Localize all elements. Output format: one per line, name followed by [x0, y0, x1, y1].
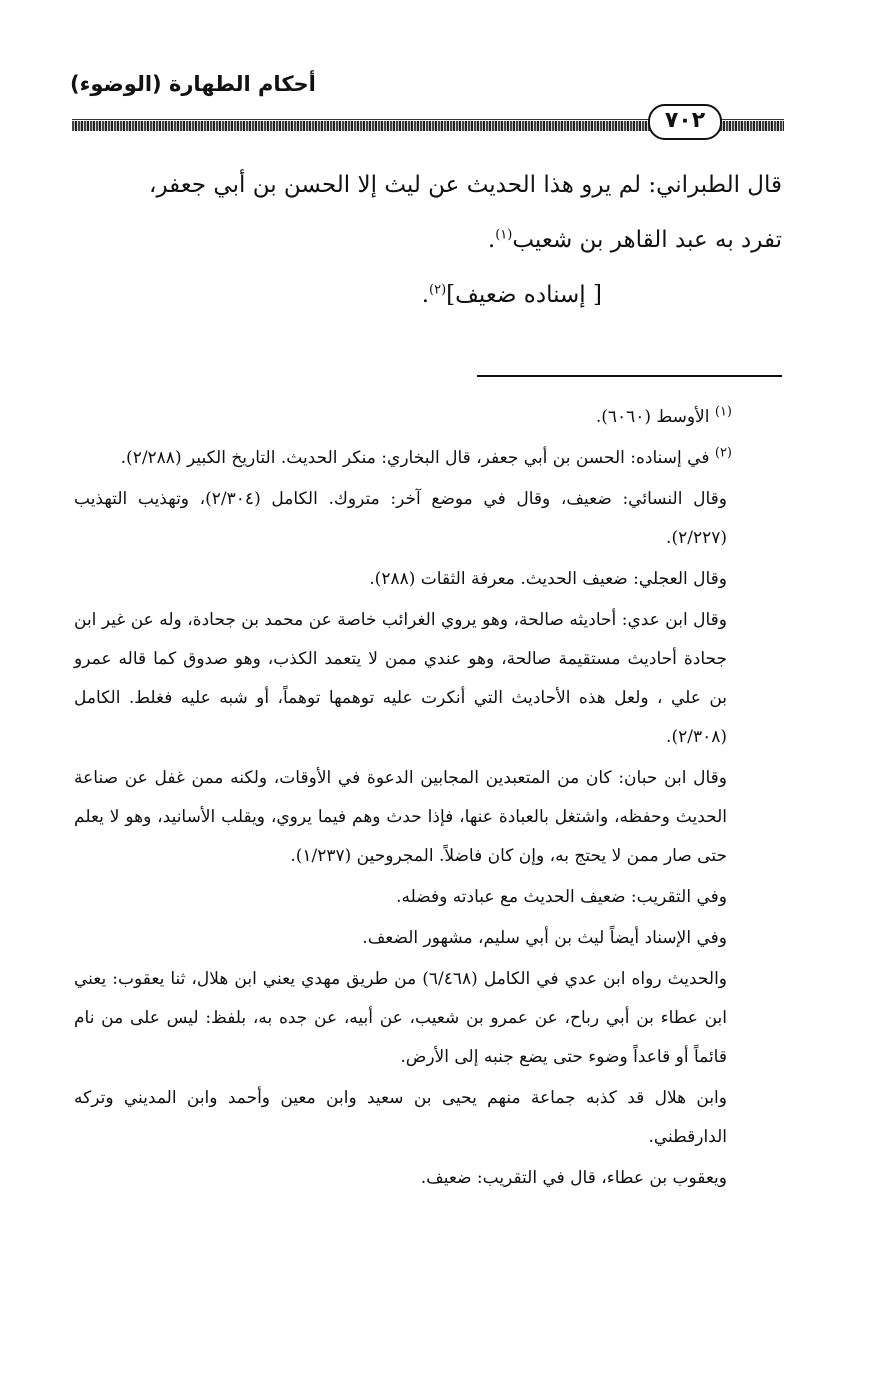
footnote-paragraph-hadith: والحديث رواه ابن عدي في الكامل (٦/٤٦٨) من طريق مهدي يعني ابن هلال، ثنا يعقوب: يعني ابن عطاء بن أبي رباح، عن عمرو بن شعيب، عن أبيه، عن جده به، بلفظ: ليس على من نام قائماً أو قاعداً وضوء حتى يضع جنبه إلى الأرض. — [74, 969, 727, 1067]
footnote-paragraph-ibn-hilal: وابن هلال قد كذبه جماعة منهم يحيى بن سعيد وابن معين وأحمد وابن المديني وتركه الدارقطني. — [74, 1088, 727, 1147]
footnote-paragraph-ibn-hibban: وقال ابن حبان: كان من المتعبدين المجابين الدعوة في الأوقات، ولكنه ممن غفل عن صناعة الحديث وحفظه، واشتغل بالعبادة عنها، فإذا حدث وهم فيما يروي، ويقلب الأسانيد، وهو لا يعلم حتى صار ممن لا يحتج به، وإن كان فاضلاً. المجروحين (١/٢٣٧). — [74, 768, 727, 866]
footnote-paragraph-laith: وفي الإسناد أيضاً ليث بن أبي سليم، مشهور الضعف. — [362, 928, 727, 948]
footnote-2-marker: (٢) — [714, 445, 732, 461]
main-line-3-end: . — [421, 282, 429, 308]
footnote-paragraph-taqrib: وفي التقريب: ضعيف الحديث مع عبادته وفضله. — [396, 887, 727, 907]
main-line-2-end: . — [487, 227, 496, 253]
footnote-paragraph-ibn-adi: وقال ابن عدي: أحاديثه صالحة، وهو يروي الغرائب خاصة عن محمد بن جحادة، وله عن غير ابن جحادة أحاديث مستقيمة صالحة، وهو عندي ممن لا يتعمد الكذب، وهو صدوق كما قاله عمرو بن علي ، ولعل هذه الأحاديث التي أنكرت عليه توهمها توهماً، أو شبه عليه فغلط. الكامل (٢/٣٠٨). — [74, 610, 727, 747]
footnote-ref-2[interactable]: (٢) — [429, 282, 447, 298]
main-text — [82, 158, 782, 323]
footnote-paragraph-ijli: وقال العجلي: ضعيف الحديث. معرفة الثقات (٢٨٨). — [369, 569, 727, 589]
running-header-title: أحكام الطهارة (الوضوء) — [70, 72, 316, 96]
footnote-1-marker: (١) — [714, 404, 732, 420]
footnote-separator — [477, 375, 782, 377]
footnote-paragraph-nasai: وقال النسائي: ضعيف، وقال في موضع آخر: متروك. الكامل (٢/٣٠٤)، وتهذيب التهذيب (٢/٢٢٧). — [74, 489, 727, 548]
footnote-paragraph-yaqub: ويعقوب بن عطاء، قال في التقريب: ضعيف. — [420, 1168, 727, 1188]
isnad-verdict: [ إسناده ضعيف] — [446, 282, 602, 308]
footnote-ref-1[interactable]: (١) — [495, 227, 513, 243]
page-number-badge: ٧٠٢ — [648, 104, 722, 140]
footnotes — [74, 398, 782, 1200]
main-line-3 — [82, 268, 782, 323]
main-line-2 — [82, 213, 782, 268]
main-line-1: قال الطبراني: لم يرو هذا الحديث عن ليث إلا الحسن بن أبي جعفر، — [149, 172, 782, 198]
footnote-2 — [74, 439, 782, 478]
main-line-2-text: تفرد به عبد القاهر بن شعيب — [512, 227, 782, 253]
footnote-1 — [74, 398, 782, 437]
footnote-1-text: الأوسط (٦٠٦٠). — [595, 407, 710, 427]
footnote-2-text: في إسناده: الحسن بن أبي جعفر، قال البخاري: منكر الحديث. التاريخ الكبير (٢/٢٨٨). — [120, 448, 710, 468]
